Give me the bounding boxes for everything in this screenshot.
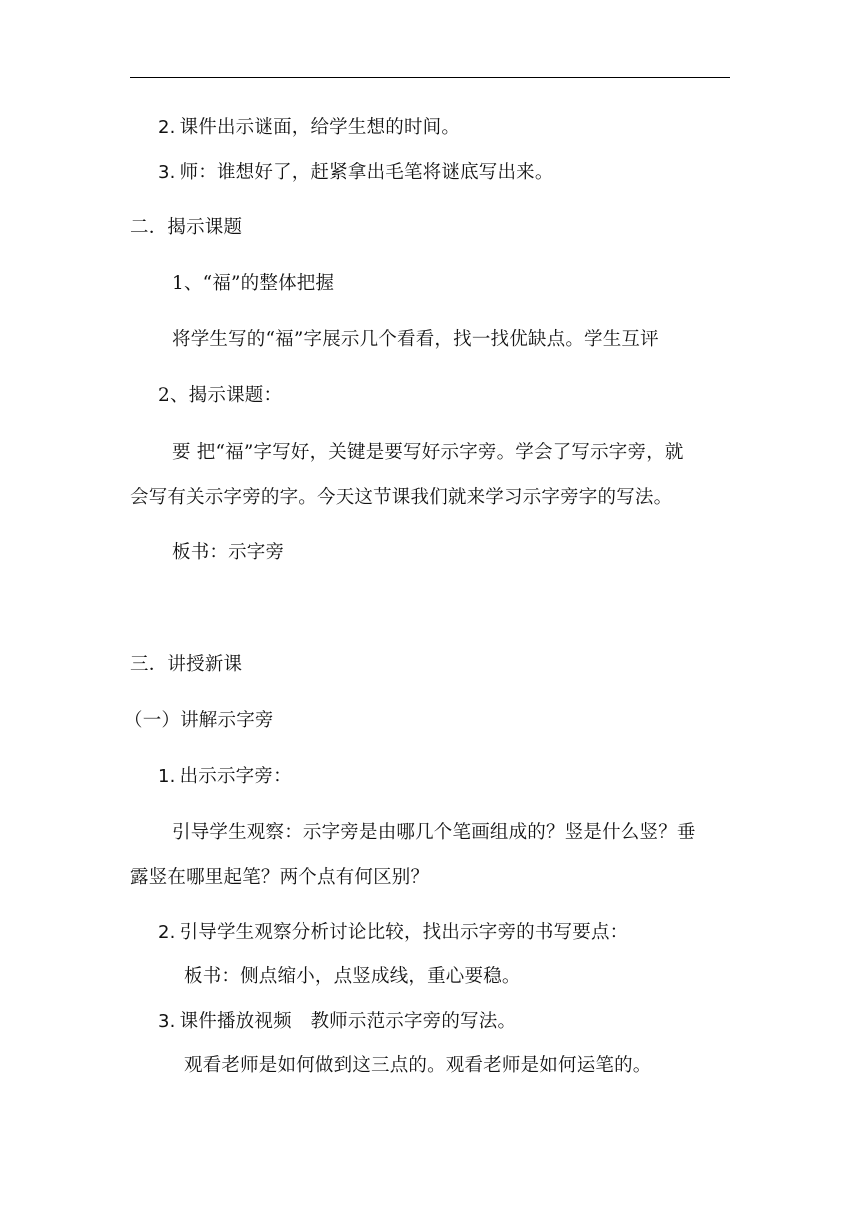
line-text: 出示示字旁： [179, 766, 292, 787]
line-text: 师：谁想好了，赶紧拿出毛笔将谜底写出来。 [179, 162, 554, 183]
line-text: 露竖在哪里起笔？两个点有何区别？ [130, 867, 430, 888]
paragraph-line [172, 441, 684, 465]
subheading-reveal-topic [158, 384, 282, 408]
line-text: 1、“福”的整体把握 [172, 273, 335, 294]
step-3-line [158, 1010, 516, 1034]
line-text: 课件出示谜面，给学生想的时间。 [179, 117, 461, 138]
step-number: 3. [158, 1011, 176, 1032]
line-text: 要 把“福”字写好，关键是要写好示字旁。学会了写示字旁，就 [172, 442, 684, 463]
line-text: 引导学生观察分析讨论比较，找出示字旁的书写要点： [179, 922, 629, 943]
step-2-line [158, 116, 460, 140]
line-text: 二．揭示课题 [130, 217, 243, 238]
line-text: 三．讲授新课 [130, 654, 243, 675]
line-text: 课件播放视频 教师示范示字旁的写法。 [179, 1011, 517, 1032]
blackboard-note [172, 541, 284, 565]
section-heading-3 [130, 653, 242, 677]
step-number: 1. [158, 766, 176, 787]
line-text: 板书：示字旁 [172, 542, 285, 563]
step-number: 2. [158, 117, 176, 138]
paragraph-line [130, 866, 429, 890]
line-text: 会写有关示字旁的字。今天这节课我们就来学习示字旁字的写法。 [130, 487, 673, 508]
line-text: （一）讲解示字旁 [124, 710, 274, 731]
line-text: 引导学生观察：示字旁是由哪几个笔画组成的？竖是什么竖？垂 [172, 822, 696, 843]
paragraph-line [184, 1054, 652, 1078]
step-number: 3. [158, 162, 176, 183]
paragraph-line [172, 821, 696, 845]
line-text: 观看老师是如何做到这三点的。观看老师是如何运笔的。 [184, 1055, 652, 1076]
step-1-line [158, 765, 292, 789]
line-text: 将学生写的“福”字展示几个看看，找一找优缺点。学生互评 [172, 329, 659, 350]
line-text: 板书：侧点缩小，点竖成线，重心要稳。 [184, 966, 521, 987]
paragraph-line [130, 486, 672, 510]
paragraph-line [172, 328, 659, 352]
blackboard-note [184, 965, 521, 989]
header-rule [130, 77, 730, 78]
subheading-fu-grasp [172, 272, 334, 296]
section-heading-2 [130, 216, 242, 240]
step-3-line [158, 161, 554, 185]
step-number: 2. [158, 922, 176, 943]
step-2-line [158, 921, 628, 945]
line-text: 2、揭示课题： [158, 385, 283, 406]
subsection-heading-1 [124, 709, 274, 733]
